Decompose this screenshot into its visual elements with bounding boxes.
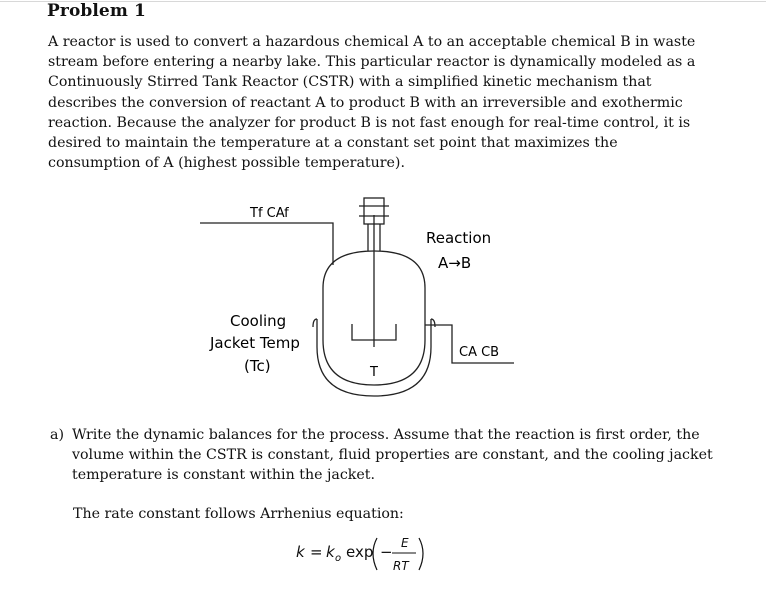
eq-right-paren (419, 538, 423, 570)
problem-title: Problem 1 (47, 1, 146, 21)
eq-k0: k (326, 543, 335, 561)
question-line: volume within the CSTR is constant, fluid properties are constant, and the cooling jacket (72, 447, 713, 464)
intro-line: stream before entering a nearby lake. This particular reactor is dynamically modeled as a (48, 54, 696, 71)
eq-numerator: E (401, 536, 409, 550)
intro-line: describes the conversion of reactant A to product B with an irreversible and exothermic (48, 94, 683, 111)
question-label: a) (50, 427, 64, 443)
rate-constant-text: The rate constant follows Arrhenius equation: (73, 506, 404, 522)
question-line: temperature is constant within the jacket. (72, 467, 375, 484)
cooling-label-line2: Jacket Temp (210, 334, 300, 352)
intro-line: desired to maintain the temperature at a constant set point that maximizes the (48, 135, 618, 152)
cooling-label-line3: (Tc) (244, 357, 271, 375)
cstr-diagram (200, 195, 530, 405)
intro-line: reaction. Because the analyzer for product B is not fast enough for real-time control, it is (48, 114, 691, 131)
question-text (72, 425, 713, 486)
eq-equals: = (310, 543, 323, 561)
cooling-label-line1: Cooling (230, 312, 287, 330)
feed-label: Tf CAf (250, 206, 289, 221)
outlet-label: CA CB (459, 345, 500, 360)
eq-k: k (296, 543, 305, 561)
question-line: Write the dynamic balances for the process. Assume that the reaction is first order, the (72, 427, 700, 443)
arrhenius-equation (296, 532, 441, 580)
temperature-label: T (370, 365, 378, 380)
intro-line: A reactor is used to convert a hazardous chemical A to an acceptable chemical B in waste (48, 34, 696, 50)
eq-denominator: RT (393, 559, 409, 573)
eq-left-paren (373, 538, 377, 570)
intro-line: consumption of A (highest possible temperature). (48, 155, 405, 172)
reaction-label: Reaction (426, 229, 492, 247)
reaction-equation: A→B (438, 254, 472, 272)
eq-k0-subscript: o (335, 553, 342, 564)
feed-line (200, 223, 333, 265)
intro-line: Continuously Stirred Tank Reactor (CSTR) with a simplified kinetic mechanism that (48, 74, 652, 91)
eq-exp: exp (346, 543, 374, 561)
problem-statement (48, 32, 696, 173)
eq-minus: − (380, 543, 393, 561)
